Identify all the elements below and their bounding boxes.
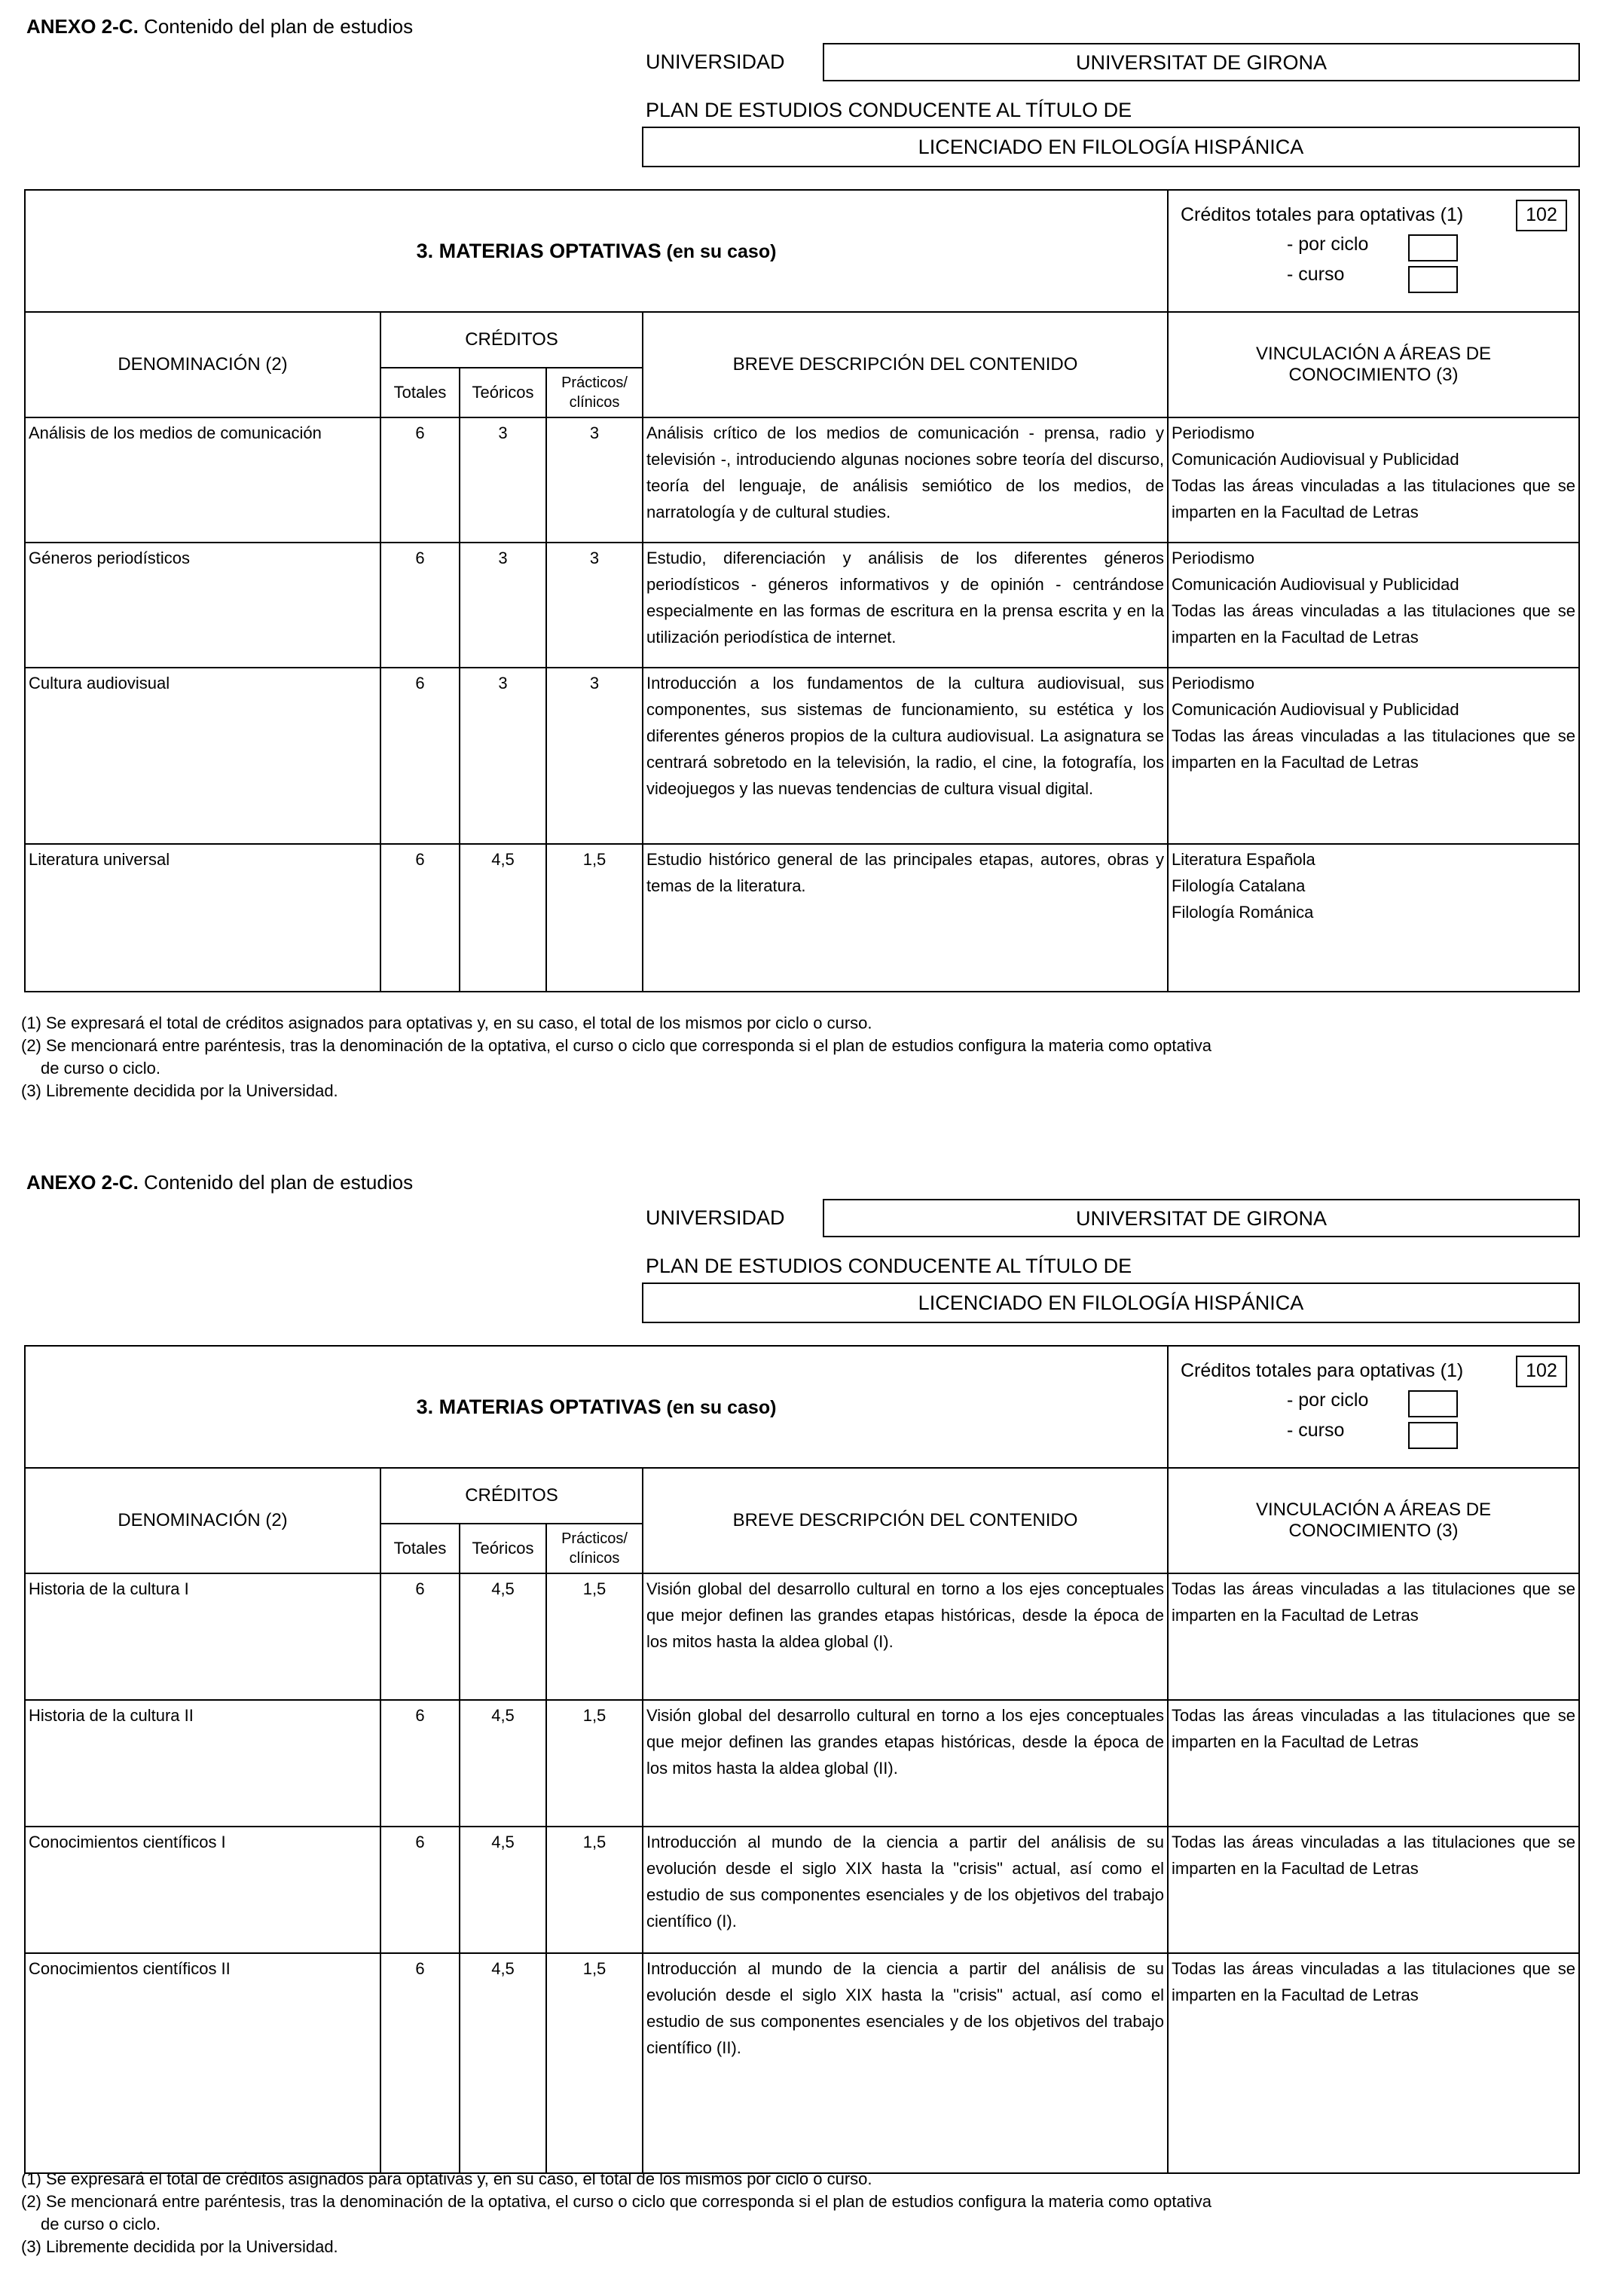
vinculacion-area: Todas las áreas vinculadas a las titulaciones que se imparten en la Facultad de Letras — [1172, 1833, 1575, 1878]
section-title-cell — [25, 1346, 1168, 1468]
descripcion-cell: Introducción al mundo de la ciencia a partir del análisis de su evolución desde el siglo XIX hasta la "crisis" actual, así como el estudio de sus componentes esenciales y de los objetivos del trabajo científico (II). — [643, 1953, 1168, 2173]
teoricos-cell: 4,5 — [460, 1700, 546, 1827]
footnote: de curso o ciclo. — [41, 1059, 160, 1078]
totales-cell: 6 — [380, 1700, 460, 1827]
vinculacion-area: Filología Románica — [1172, 903, 1314, 922]
vinculacion-cell — [1168, 1573, 1579, 1700]
footnote: (1) Se expresará el total de créditos asignados para optativas y, en su caso, el total de los mismos por ciclo o curso. — [21, 1013, 872, 1032]
teoricos-cell: 4,5 — [460, 844, 546, 992]
plan-label: PLAN DE ESTUDIOS CONDUCENTE AL TÍTULO DE — [646, 1255, 1132, 1277]
vinculacion-area: Comunicación Audiovisual y Publicidad — [1172, 700, 1459, 719]
col-descripcion: BREVE DESCRIPCIÓN DEL CONTENIDO — [643, 1468, 1168, 1573]
anexo-label: ANEXO 2-C. — [26, 15, 139, 38]
col-creditos: CRÉDITOS — [380, 1468, 643, 1524]
practicos-cell: 3 — [546, 543, 643, 668]
descripcion-cell: Visión global del desarrollo cultural en torno a los ejes conceptuales que mejor definen las grandes etapas históricas, desde la época de los mitos hasta la aldea global (I). — [643, 1573, 1168, 1700]
universidad-value: UNIVERSITAT DE GIRONA — [1075, 1207, 1328, 1230]
plan-label: PLAN DE ESTUDIOS CONDUCENTE AL TÍTULO DE — [646, 99, 1132, 121]
practicos-cell: 3 — [546, 668, 643, 844]
footnote: (3) Libremente decidida por la Universidad. — [21, 1081, 338, 1100]
denominacion-cell: Historia de la cultura II — [25, 1700, 380, 1827]
practicos-cell: 3 — [546, 417, 643, 543]
vinculacion-area: Periodismo — [1172, 423, 1255, 442]
creditos-totales-value: 102 — [1516, 200, 1567, 231]
descripcion-cell: Análisis crítico de los medios de comunicación - prensa, radio y televisión -, introduciendo algunas nociones sobre teoría del discurso, teoría del lenguaje, de análisis semiótico de los medios, de narratología y de cultural studies. — [643, 417, 1168, 543]
totales-cell: 6 — [380, 1827, 460, 1953]
col-practicos: Prácticos/ clínicos — [546, 368, 643, 417]
footnote: de curso o ciclo. — [41, 2215, 160, 2233]
document-page — [0, 1156, 1598, 2296]
col-creditos: CRÉDITOS — [380, 312, 643, 368]
totales-cell: 6 — [380, 1573, 460, 1700]
table-row — [25, 1953, 1579, 2173]
table-row — [25, 668, 1579, 844]
vinculacion-cell — [1168, 844, 1579, 992]
vinculacion-area: Todas las áreas vinculadas a las titulaciones que se imparten en la Facultad de Letras — [1172, 601, 1575, 647]
vinculacion-cell — [1168, 1700, 1579, 1827]
curso-label: - curso — [1287, 1420, 1345, 1441]
vinculacion-cell — [1168, 417, 1579, 543]
vinculacion-area: Filología Catalana — [1172, 876, 1306, 895]
anexo-subtitle: Contenido del plan de estudios — [138, 1171, 414, 1194]
vinculacion-area: Literatura Española — [1172, 850, 1315, 869]
teoricos-cell: 3 — [460, 417, 546, 543]
vinculacion-area: Periodismo — [1172, 549, 1255, 567]
vinculacion-area: Comunicación Audiovisual y Publicidad — [1172, 450, 1459, 469]
totales-cell: 6 — [380, 543, 460, 668]
table-body — [25, 417, 1579, 992]
titulo-box — [642, 1283, 1580, 1323]
descripcion-cell: Estudio histórico general de las principales etapas, autores, obras y temas de la literatura. — [643, 844, 1168, 992]
vinculacion-area: Periodismo — [1172, 674, 1255, 692]
table-row — [25, 1700, 1579, 1827]
vinculacion-area: Todas las áreas vinculadas a las titulaciones que se imparten en la Facultad de Letras — [1172, 1706, 1575, 1751]
vinculacion-cell — [1168, 1827, 1579, 1953]
denominacion-cell: Cultura audiovisual — [25, 668, 380, 844]
practicos-cell: 1,5 — [546, 1953, 643, 2173]
section-title-suffix: (en su caso) — [661, 240, 777, 262]
materias-table — [24, 1345, 1580, 2174]
descripcion-cell: Introducción al mundo de la ciencia a partir del análisis de su evolución desde el siglo XIX hasta la "crisis" actual, así como el estudio de sus componentes esenciales y de los objetivos del trabajo científico (I). — [643, 1827, 1168, 1953]
vinculacion-cell — [1168, 543, 1579, 668]
col-totales: Totales — [380, 1524, 460, 1573]
col-practicos: Prácticos/ clínicos — [546, 1524, 643, 1573]
col-teoricos: Teóricos — [460, 1524, 546, 1573]
footnote: (1) Se expresará el total de créditos asignados para optativas y, en su caso, el total de los mismos por ciclo o curso. — [21, 2169, 872, 2188]
footnotes — [21, 1012, 1211, 1102]
table-row — [25, 417, 1579, 543]
table-body — [25, 1573, 1579, 2173]
denominacion-cell: Conocimientos científicos II — [25, 1953, 380, 2173]
col-descripcion: BREVE DESCRIPCIÓN DEL CONTENIDO — [643, 312, 1168, 417]
vinculacion-cell — [1168, 1953, 1579, 2173]
denominacion-cell: Análisis de los medios de comunicación — [25, 417, 380, 543]
section-title-cell — [25, 190, 1168, 312]
descripcion-cell: Visión global del desarrollo cultural en torno a los ejes conceptuales que mejor definen las grandes etapas históricas, desde la época de los mitos hasta la aldea global (II). — [643, 1700, 1168, 1827]
titulo-value: LICENCIADO EN FILOLOGÍA HISPÁNICA — [918, 136, 1304, 158]
vinculacion-area: Todas las áreas vinculadas a las titulaciones que se imparten en la Facultad de Letras — [1172, 1959, 1575, 2004]
creditos-totales-cell — [1168, 190, 1579, 312]
por-ciclo-label: - por ciclo — [1287, 1390, 1369, 1411]
document-page — [0, 0, 1598, 1140]
denominacion-cell: Literatura universal — [25, 844, 380, 992]
totales-cell: 6 — [380, 417, 460, 543]
col-denominacion: DENOMINACIÓN (2) — [25, 312, 380, 417]
practicos-cell: 1,5 — [546, 1700, 643, 1827]
totales-cell: 6 — [380, 844, 460, 992]
col-totales: Totales — [380, 368, 460, 417]
table-row — [25, 844, 1579, 992]
universidad-value: UNIVERSITAT DE GIRONA — [1075, 51, 1328, 74]
creditos-totales-label: Créditos totales para optativas (1) — [1181, 204, 1464, 225]
teoricos-cell: 4,5 — [460, 1573, 546, 1700]
curso-label: - curso — [1287, 264, 1345, 285]
col-vinculacion: VINCULACIÓN A ÁREAS DE CONOCIMIENTO (3) — [1168, 1468, 1579, 1573]
anexo-heading — [26, 1171, 413, 1194]
footnote: (3) Libremente decidida por la Universidad. — [21, 2237, 338, 2256]
footnote: (2) Se mencionará entre paréntesis, tras la denominación de la optativa, el curso o ciclo que corresponda si el plan de estudios configura la materia como optativa — [21, 1036, 1211, 1055]
practicos-cell: 1,5 — [546, 844, 643, 992]
table-row — [25, 1573, 1579, 1700]
denominacion-cell: Géneros periodísticos — [25, 543, 380, 668]
footnote: (2) Se mencionará entre paréntesis, tras la denominación de la optativa, el curso o ciclo que corresponda si el plan de estudios configura la materia como optativa — [21, 2192, 1211, 2211]
anexo-heading — [26, 15, 413, 38]
anexo-label: ANEXO 2-C. — [26, 1171, 139, 1194]
por-ciclo-label: - por ciclo — [1287, 234, 1369, 255]
vinculacion-area: Todas las áreas vinculadas a las titulaciones que se imparten en la Facultad de Letras — [1172, 726, 1575, 772]
section-title: 3. MATERIAS OPTATIVAS — [416, 239, 662, 262]
creditos-totales-label: Créditos totales para optativas (1) — [1181, 1360, 1464, 1381]
col-teoricos: Teóricos — [460, 368, 546, 417]
por-ciclo-box — [1408, 234, 1458, 261]
col-vinculacion: VINCULACIÓN A ÁREAS DE CONOCIMIENTO (3) — [1168, 312, 1579, 417]
vinculacion-area: Comunicación Audiovisual y Publicidad — [1172, 575, 1459, 594]
practicos-cell: 1,5 — [546, 1573, 643, 1700]
totales-cell: 6 — [380, 1953, 460, 2173]
denominacion-cell: Historia de la cultura I — [25, 1573, 380, 1700]
descripcion-cell: Estudio, diferenciación y análisis de los diferentes géneros periodísticos - géneros informativos y de opinión - centrándose especialmente en las formas de escritura en la prensa escrita y en la utilización periodística de internet. — [643, 543, 1168, 668]
descripcion-cell: Introducción a los fundamentos de la cultura audiovisual, sus componentes, sus sistemas de funcionamiento, su estética y los diferentes géneros propios de la cultura audiovisual. La asignatura se centrará sobretodo en la televisión, la radio, el cine, la fotografía, los videojuegos y las nuevas tendencias de cultura visual digital. — [643, 668, 1168, 844]
materias-table — [24, 189, 1580, 992]
teoricos-cell: 3 — [460, 668, 546, 844]
universidad-box — [823, 43, 1580, 81]
curso-box — [1408, 266, 1458, 293]
curso-box — [1408, 1422, 1458, 1449]
table-row — [25, 543, 1579, 668]
titulo-value: LICENCIADO EN FILOLOGÍA HISPÁNICA — [918, 1292, 1304, 1314]
vinculacion-cell — [1168, 668, 1579, 844]
titulo-box — [642, 127, 1580, 167]
creditos-totales-cell — [1168, 1346, 1579, 1468]
teoricos-cell: 3 — [460, 543, 546, 668]
vinculacion-area: Todas las áreas vinculadas a las titulaciones que se imparten en la Facultad de Letras — [1172, 476, 1575, 521]
teoricos-cell: 4,5 — [460, 1953, 546, 2173]
teoricos-cell: 4,5 — [460, 1827, 546, 1953]
creditos-totales-value: 102 — [1516, 1356, 1567, 1387]
universidad-label: UNIVERSIDAD — [646, 50, 785, 73]
universidad-box — [823, 1199, 1580, 1237]
table-row — [25, 1827, 1579, 1953]
por-ciclo-box — [1408, 1390, 1458, 1417]
practicos-cell: 1,5 — [546, 1827, 643, 1953]
anexo-subtitle: Contenido del plan de estudios — [138, 15, 414, 38]
footnotes — [21, 2168, 1211, 2258]
section-title-suffix: (en su caso) — [661, 1396, 777, 1418]
totales-cell: 6 — [380, 668, 460, 844]
denominacion-cell: Conocimientos científicos I — [25, 1827, 380, 1953]
section-title: 3. MATERIAS OPTATIVAS — [416, 1395, 662, 1418]
universidad-label: UNIVERSIDAD — [646, 1206, 785, 1229]
vinculacion-area: Todas las áreas vinculadas a las titulaciones que se imparten en la Facultad de Letras — [1172, 1579, 1575, 1625]
col-denominacion: DENOMINACIÓN (2) — [25, 1468, 380, 1573]
